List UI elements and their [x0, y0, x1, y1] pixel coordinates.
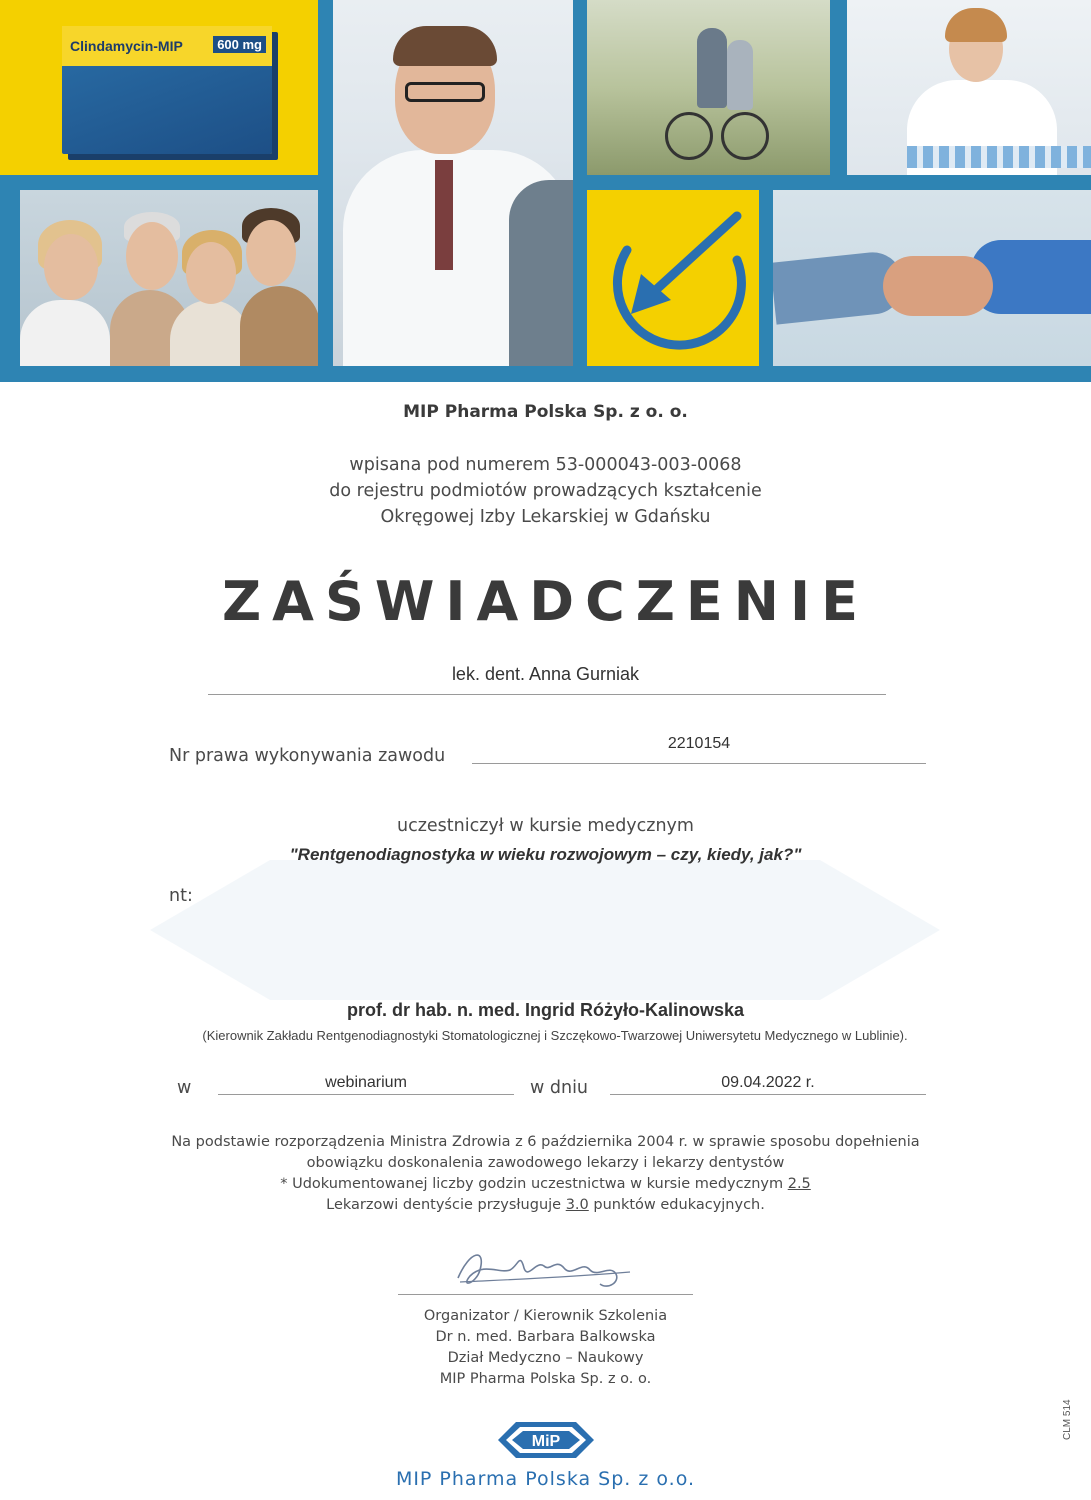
legal-points-line: Lekarzowi dentyście przysługuje 3.0 punktów edukacyjnych.	[326, 1197, 765, 1213]
organizer-line: Organizator / Kierownik Szkolenia	[423, 1308, 668, 1324]
mip-watermark	[150, 860, 940, 1000]
registration-line: wpisana pod numerem 53-000043-003-0068	[349, 455, 742, 475]
legal-hours-line: * Udokumentowanej liczby godzin uczestnictwa w kursie medycznym 2.5	[280, 1176, 811, 1192]
license-label: Nr prawa wykonywania zawodu	[169, 746, 446, 766]
legal-line: obowiązku doskonalenia zawodowego lekarzy i lekarzy dentystów	[306, 1155, 785, 1171]
lecturer-name: prof. dr hab. n. med. Ingrid Różyło-Kalinowska	[346, 1000, 745, 1020]
date-underline	[610, 1094, 926, 1095]
product-name: Clindamycin-MIP	[70, 38, 183, 54]
organizer-block	[0, 1306, 1091, 1390]
certificate-title: ZAŚWIADCZENIE	[222, 570, 869, 633]
license-number: 2210154	[667, 735, 731, 752]
recipient-name: lek. dent. Anna Gurniak	[451, 664, 640, 684]
organizer-line: Dział Medyczno – Naukowy	[447, 1350, 644, 1366]
course-title: "Rentgenodiagnostyka w wieku rozwojowym – czy, kiedy, jak?"	[289, 845, 802, 864]
recipient-underline	[208, 694, 886, 695]
handshake-photo	[773, 190, 1091, 366]
handwritten-signature	[440, 1240, 650, 1296]
arrow-logo-tile	[587, 190, 759, 366]
arrow-circle-icon	[587, 190, 759, 366]
family-photo	[20, 190, 318, 366]
cyclists-photo	[587, 0, 830, 175]
date-label: w dniu	[530, 1078, 589, 1098]
registration-line: do rejestru podmiotów prowadzących kształcenie	[329, 481, 762, 501]
topic-label: nt:	[169, 886, 193, 906]
organizer-line: Dr n. med. Barbara Balkowska	[435, 1329, 656, 1345]
footer-company: MIP Pharma Polska Sp. z o.o.	[395, 1468, 696, 1490]
product-box-photo	[0, 0, 318, 175]
registration-info	[0, 452, 1091, 530]
hours-value: 2.5	[787, 1176, 811, 1192]
lab-scientist-photo	[847, 0, 1091, 175]
place-label: w	[177, 1078, 192, 1098]
participation-text: uczestniczył w kursie medycznym	[397, 816, 694, 836]
signature-line	[398, 1294, 693, 1295]
legal-line: Na podstawie rozporządzenia Ministra Zdrowia z 6 października 2004 r. w sprawie sposobu dopełnienia	[171, 1134, 920, 1150]
license-underline	[472, 763, 926, 764]
registration-line: Okręgowej Izby Lekarskiej w Gdańsku	[380, 507, 711, 527]
mip-logo	[496, 1420, 596, 1460]
place-underline	[218, 1094, 514, 1095]
photo-banner	[0, 0, 1091, 382]
lecturer-description: (Kierownik Zakładu Rentgenodiagnostyki Stomatologicznej i Szczękowo-Twarzowej Uniwersytetu Medycznego w Lublinie).	[202, 1028, 908, 1043]
organizer-line: MIP Pharma Polska Sp. z o. o.	[439, 1371, 652, 1387]
legal-basis	[0, 1132, 1091, 1216]
issuer-company: MIP Pharma Polska Sp. z o. o.	[403, 402, 688, 422]
date-value: 09.04.2022 r.	[721, 1074, 815, 1091]
doctor-photo	[333, 0, 573, 366]
medicine-package	[62, 26, 272, 154]
logo-text: MiP	[531, 1433, 561, 1450]
product-dose: 600 mg	[213, 36, 266, 53]
points-value: 3.0	[565, 1197, 589, 1213]
document-code: CLM 514	[1062, 1399, 1073, 1440]
place-value: webinarium	[325, 1074, 407, 1091]
